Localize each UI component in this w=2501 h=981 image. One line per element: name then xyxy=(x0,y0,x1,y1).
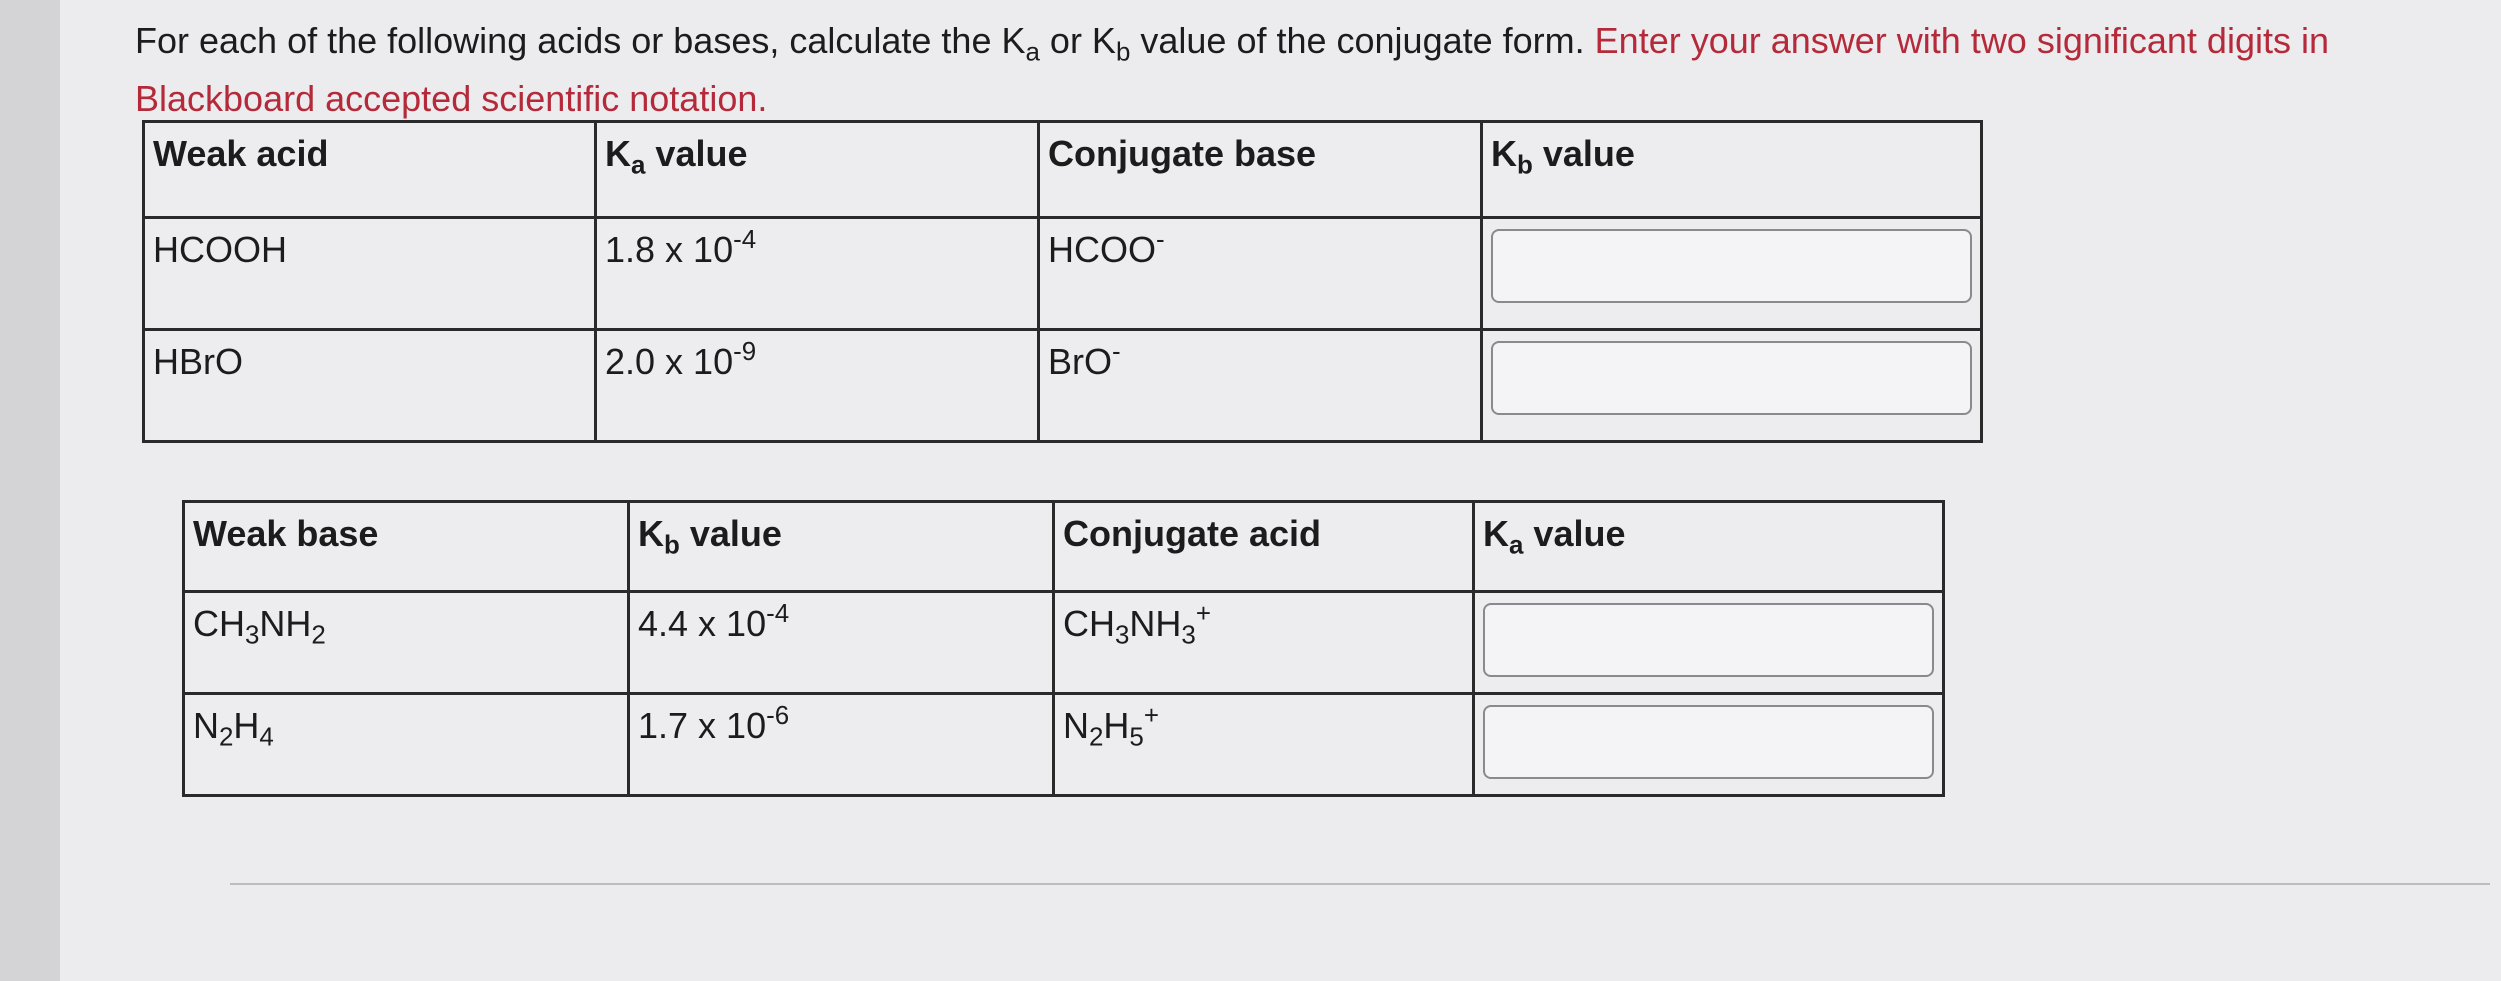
weak-acid-table xyxy=(142,120,1983,443)
acid-formula: HBrO xyxy=(144,330,596,442)
question-text xyxy=(135,12,2485,128)
ka-answer-input[interactable] xyxy=(1483,603,1934,677)
conjugate-acid-formula: $N_2H_5^+$ xyxy=(1054,694,1474,796)
header-ka-value: $K_a$ value xyxy=(596,122,1039,218)
table-header-row xyxy=(144,122,1982,218)
conjugate-acid-formula: $CH_3NH_3^+$ xyxy=(1054,592,1474,694)
ka-answer-input[interactable] xyxy=(1483,705,1934,779)
table-row xyxy=(144,218,1982,330)
weak-base-table xyxy=(182,500,1945,797)
header-kb-value: $K_b$ value xyxy=(1482,122,1982,218)
kb-answer-cell xyxy=(1482,330,1982,442)
table-row xyxy=(144,330,1982,442)
table-header-row xyxy=(184,502,1944,592)
question-part3: value of the conjugate form. xyxy=(1130,20,1595,61)
kb-value: 4.4 x $10^{-4}$ xyxy=(629,592,1054,694)
header-kb-value: $K_b$ value xyxy=(629,502,1054,592)
table-row xyxy=(184,694,1944,796)
header-conjugate-acid: Conjugate acid xyxy=(1054,502,1474,592)
base-formula: $N_2H_4$ xyxy=(184,694,629,796)
kb-value: 1.7 x $10^{-6}$ xyxy=(629,694,1054,796)
ka-value: 1.8 x $10^{-4}$ xyxy=(596,218,1039,330)
base-formula: $CH_3NH_2$ xyxy=(184,592,629,694)
question-instruction: Enter your answer with two significant digits in Blackboard accepted scientific notation. xyxy=(135,20,2329,119)
kb-answer-input[interactable] xyxy=(1491,341,1972,415)
ka-value: 2.0 x $10^{-9}$ xyxy=(596,330,1039,442)
table-row xyxy=(184,592,1944,694)
kb-answer-input[interactable] xyxy=(1491,229,1972,303)
question-sub-a: a xyxy=(1025,38,1040,67)
header-weak-base: Weak base xyxy=(184,502,629,592)
question-sub-b: b xyxy=(1115,38,1131,67)
header-conjugate-base: Conjugate base xyxy=(1039,122,1482,218)
header-ka-value: $K_a$ value xyxy=(1474,502,1944,592)
question-part2: or K xyxy=(1039,20,1116,61)
conjugate-base-formula: HCOO- xyxy=(1039,218,1482,330)
ka-answer-cell xyxy=(1474,694,1944,796)
header-weak-acid: Weak acid xyxy=(144,122,596,218)
conjugate-base-formula: BrO- xyxy=(1039,330,1482,442)
kb-answer-cell xyxy=(1482,218,1982,330)
question-part1: For each of the following acids or bases, calculate the K xyxy=(135,20,1026,61)
ka-answer-cell xyxy=(1474,592,1944,694)
divider xyxy=(230,883,2490,885)
acid-formula: HCOOH xyxy=(144,218,596,330)
